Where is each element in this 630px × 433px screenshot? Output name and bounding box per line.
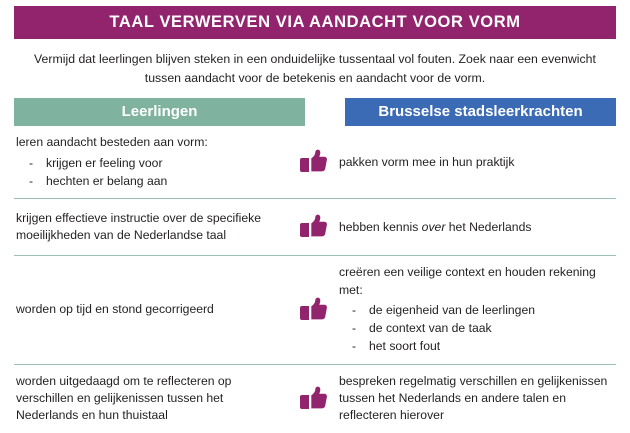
column-header-spacer bbox=[305, 98, 345, 126]
thumbs-up-icon bbox=[298, 213, 328, 241]
row-left-text: worden uitgedaagd om te reflecteren op verschillen en gelijkenissen tussen het Nederlands en hun thuistaal bbox=[16, 373, 232, 423]
thumbs-up-icon bbox=[298, 296, 328, 324]
row-left-text: leren aandacht besteden aan vorm: bbox=[16, 135, 208, 150]
list-item: - krijgen er feeling voor bbox=[16, 154, 287, 172]
row-left-cell bbox=[14, 126, 297, 198]
row-left-text: krijgen effectieve instructie over de specifieke moeilijkheden van de Nederlandse taal bbox=[16, 210, 262, 243]
row-right-cell bbox=[329, 126, 616, 198]
list-item: - het soort fout bbox=[339, 337, 612, 355]
row-right-cell bbox=[329, 365, 616, 433]
row-right-text: pakken vorm mee in hun praktijk bbox=[339, 154, 515, 169]
column-header-leerlingen: Leerlingen bbox=[14, 98, 305, 126]
row-left-cell bbox=[14, 365, 297, 433]
row-icon-cell bbox=[297, 126, 329, 198]
table-row bbox=[14, 256, 616, 365]
table-row bbox=[14, 365, 616, 433]
row-icon-cell bbox=[297, 256, 329, 364]
row-right-text bbox=[339, 219, 612, 236]
row-right-text: bespreken regelmatig verschillen en gelijkenissen tussen het Nederlands en andere talen en reflecteren hierover bbox=[339, 373, 608, 423]
row-icon-cell bbox=[297, 365, 329, 433]
thumbs-up-icon bbox=[298, 148, 328, 176]
thumbs-up-icon bbox=[298, 385, 328, 413]
row-right-cell bbox=[329, 199, 616, 255]
table-row bbox=[14, 199, 616, 256]
intro-paragraph: Vermijd dat leerlingen blijven steken in een onduidelijke tussentaal vol fouten. Zoek naar een evenwicht tussen aandacht voor de betekenis en aandacht voor de vorm. bbox=[34, 52, 596, 85]
table-row bbox=[14, 126, 616, 199]
row-left-cell bbox=[14, 256, 297, 364]
list-item: - de eigenheid van de leerlingen bbox=[339, 301, 612, 319]
row-left-text: worden op tijd en stond gecorrigeerd bbox=[16, 302, 214, 317]
column-header-row bbox=[14, 98, 616, 126]
page-title: TAAL VERWERVEN VIA AANDACHT VOOR VORM bbox=[14, 6, 616, 39]
column-header-stadsleerkrachten: Brusselse stadsleerkrachten bbox=[345, 98, 616, 126]
list-item: - de context van de taak bbox=[339, 319, 612, 337]
row-right-cell bbox=[329, 256, 616, 364]
row-left-bullets bbox=[16, 154, 287, 191]
row-right-text-pre: hebben kennis bbox=[339, 219, 422, 234]
list-item: - hechten er belang aan bbox=[16, 172, 287, 190]
row-right-bullets bbox=[339, 301, 612, 356]
comparison-table bbox=[14, 126, 616, 432]
row-left-cell bbox=[14, 199, 297, 255]
row-icon-cell bbox=[297, 199, 329, 255]
row-right-text-emphasis: over bbox=[421, 219, 446, 234]
infographic-page bbox=[0, 6, 630, 426]
row-right-text-post: het Nederlands bbox=[445, 219, 532, 234]
row-right-text: creëren een veilige context en houden rekening met: bbox=[339, 265, 596, 297]
